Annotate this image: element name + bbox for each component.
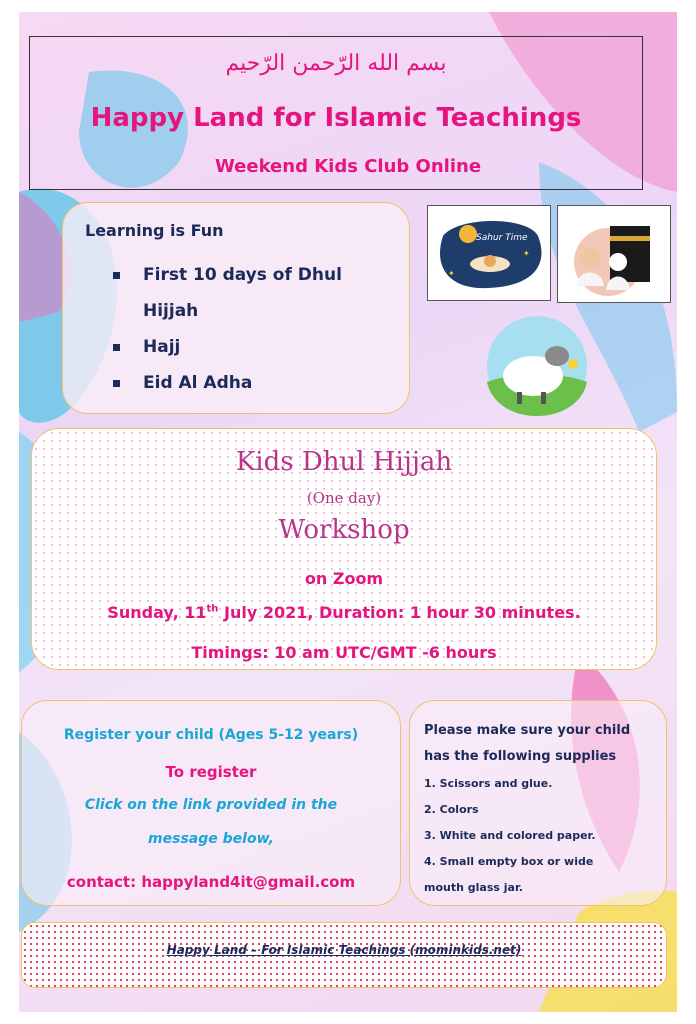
sahur-time-image: [427, 205, 551, 301]
supply-item: 3. White and colored paper.: [424, 829, 596, 842]
register-box: [21, 700, 401, 906]
sahur-caption: Sahur Time: [476, 233, 528, 243]
hajj-kaaba-image: [557, 205, 671, 303]
register-instruction-2: message below,: [148, 831, 274, 847]
sahur-illustration: [428, 206, 550, 300]
workshop-note: (One day): [306, 489, 382, 507]
bismillah-text: بسم الله الرّحمن الرّحيم: [225, 51, 447, 76]
contact-email[interactable]: contact: happyland4it@gmail.com: [66, 873, 356, 891]
date-suffix: July 2021, Duration: 1 hour 30 minutes.: [218, 603, 581, 622]
learning-box: [62, 202, 410, 414]
learning-list: [113, 257, 393, 401]
date-sup: th: [206, 603, 219, 615]
footer-box: [21, 922, 667, 988]
workshop-box: [31, 428, 657, 670]
supply-item: 4. Small empty box or wide: [424, 855, 594, 868]
page-title: Happy Land for Islamic Teachings: [90, 103, 582, 133]
workshop-title: Kids Dhul Hijjah: [235, 447, 453, 477]
svg-text:✦: ✦: [523, 249, 530, 258]
list-item: First 10 days of Dhul Hijjah: [113, 257, 393, 329]
supplies-intro: Please make sure your child: [424, 723, 631, 738]
supply-item: 2. Colors: [424, 803, 479, 816]
workshop-date: [32, 603, 656, 622]
svg-text:✦: ✦: [448, 269, 455, 278]
date-prefix: Sunday, 11: [107, 603, 207, 622]
supplies-intro-2: has the following supplies: [424, 749, 617, 764]
workshop-platform: on Zoom: [304, 569, 384, 588]
register-instruction: Click on the link provided in the: [84, 797, 338, 813]
supply-item: 1. Scissors and glue.: [424, 777, 553, 790]
list-item: Hajj: [113, 329, 393, 365]
supplies-box: [409, 700, 667, 906]
list-item: Eid Al Adha: [113, 365, 393, 401]
kaaba-illustration: [558, 206, 670, 302]
eid-sheep-image: [483, 312, 591, 420]
page-subtitle: Weekend Kids Club Online: [214, 156, 482, 177]
workshop-kind: Workshop: [278, 515, 410, 545]
learning-heading: Learning is Fun: [85, 221, 224, 240]
workshop-timings: Timings: 10 am UTC/GMT -6 hours: [191, 643, 497, 662]
supply-item: mouth glass jar.: [424, 881, 523, 894]
sheep-illustration: [483, 312, 591, 420]
register-heading: To register: [165, 763, 257, 781]
register-ages: Register your child (Ages 5-12 years): [63, 727, 359, 743]
footer-link[interactable]: Happy Land – For Islamic Teachings (mominkids.net): [166, 943, 522, 957]
flyer-page: [19, 12, 677, 1012]
